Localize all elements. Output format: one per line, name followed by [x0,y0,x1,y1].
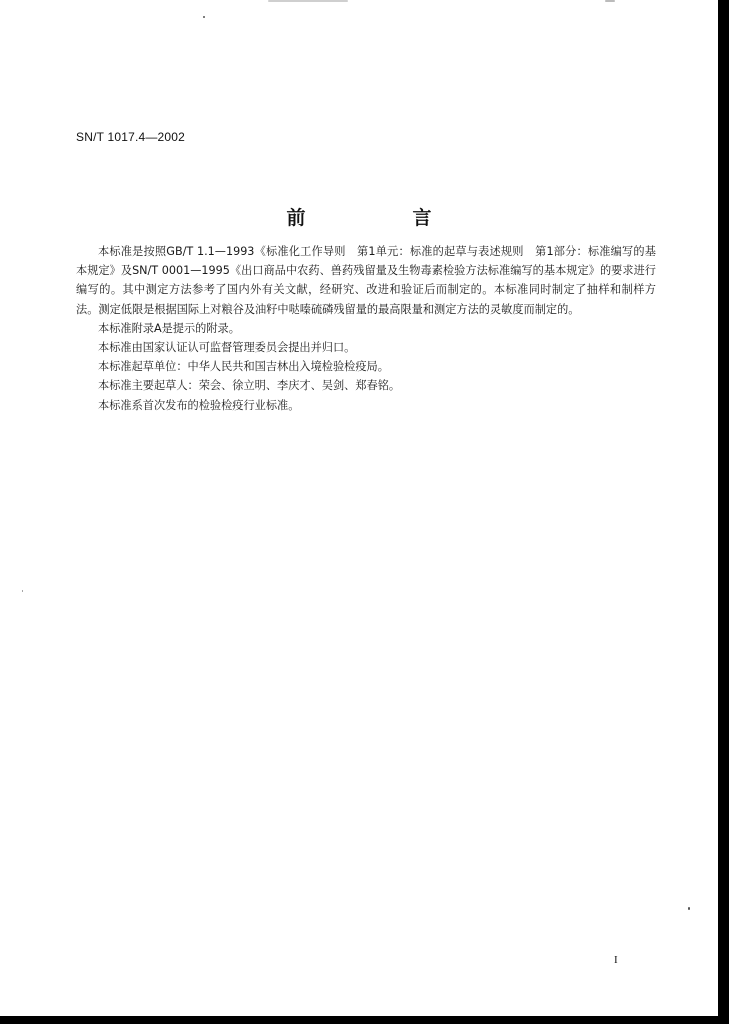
foreword-paragraph-6: 本标准系首次发布的检验检疫行业标准。 [98,398,300,412]
foreword-body [76,242,656,415]
foreword-paragraph-4: 本标准起草单位：中华人民共和国吉林出入境检验检疫局。 [98,360,389,374]
foreword-paragraph-1: 本标准是按照GB/T 1.1—1993《标准化工作导则 第1单元：标准的起草与表述规则 第1部分：标准编写的基本规定》及SN/T 0001—1995《出口商品中农药、兽药残留量及生物毒素检验方法标准编写的基本规定》的要求进行编写的。其中测定方法参考了国内外有关文献，经研究、改进和验证后而制定的。本标准同时制定了抽样和制样方法。测定低限是根据国际上对粮谷及油籽中哒嗪硫磷残留量的最高限量和测定方法的灵敏度而制定的。 [76,245,656,316]
scan-speck [203,16,205,18]
foreword-paragraph-3: 本标准由国家认证认可监督管理委员会提出并归口。 [98,341,356,355]
scan-speck [688,907,690,910]
page-title: 前 言 [286,207,476,229]
page-number: I [614,954,618,966]
scan-speck [605,0,615,2]
foreword-paragraph-2: 本标准附录A是提示的附录。 [98,321,240,335]
scan-speck [268,0,348,2]
scan-speck [22,590,23,592]
foreword-paragraph-5: 本标准主要起草人：荣会、徐立明、李庆才、吴剑、郑春铭。 [98,379,401,393]
standard-code: SN/T 1017.4—2002 [76,130,186,144]
